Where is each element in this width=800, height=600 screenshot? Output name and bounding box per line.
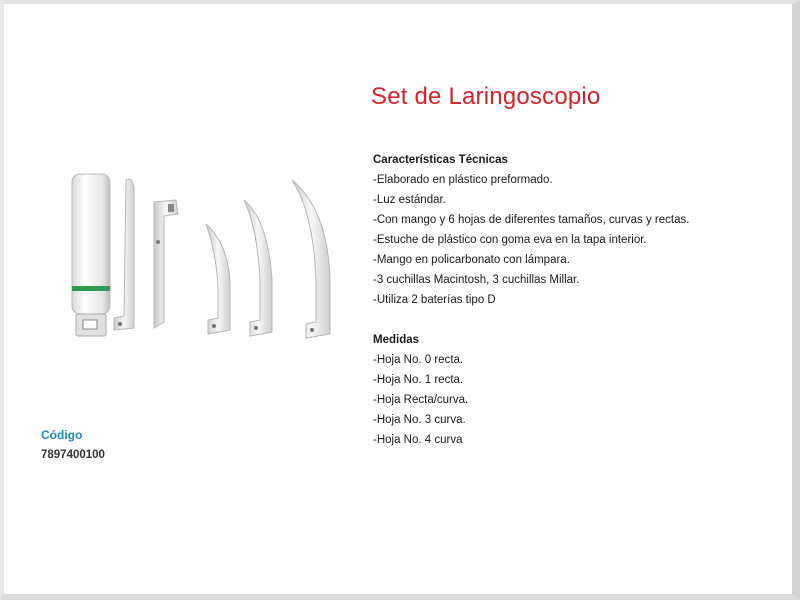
code-label: Código xyxy=(41,428,83,442)
code-value: 7897400100 xyxy=(41,449,105,461)
spec-item: -Con mango y 6 hojas de diferentes tamaños, curvas y rectas. xyxy=(373,214,690,226)
measure-item: -Hoja No. 0 recta. xyxy=(373,354,464,366)
product-specs xyxy=(373,150,773,450)
measure-item: -Hoja No. 4 curva xyxy=(373,434,463,446)
spec-item: -Luz estándar. xyxy=(373,194,446,206)
specs-heading: Características Técnicas xyxy=(373,154,508,166)
measure-item: -Hoja Recta/curva. xyxy=(373,394,469,406)
measure-item: -Hoja No. 3 curva. xyxy=(373,414,466,426)
spec-item: -Utiliza 2 baterías tipo D xyxy=(373,294,496,306)
measure-item: -Hoja No. 1 recta. xyxy=(373,374,464,386)
spec-item: -Estuche de plástico con goma eva en la tapa interior. xyxy=(373,234,647,246)
section-gap xyxy=(373,310,773,330)
product-title: Set de Laringoscopio xyxy=(371,83,601,110)
spec-item: -3 cuchillas Macintosh, 3 cuchillas Millar. xyxy=(373,274,580,286)
laryngoscope-set-icon xyxy=(68,170,348,350)
spec-item: -Mango en policarbonato con lámpara. xyxy=(373,254,570,266)
spec-item: -Elaborado en plástico preformado. xyxy=(373,174,553,186)
measures-heading: Medidas xyxy=(373,334,420,346)
